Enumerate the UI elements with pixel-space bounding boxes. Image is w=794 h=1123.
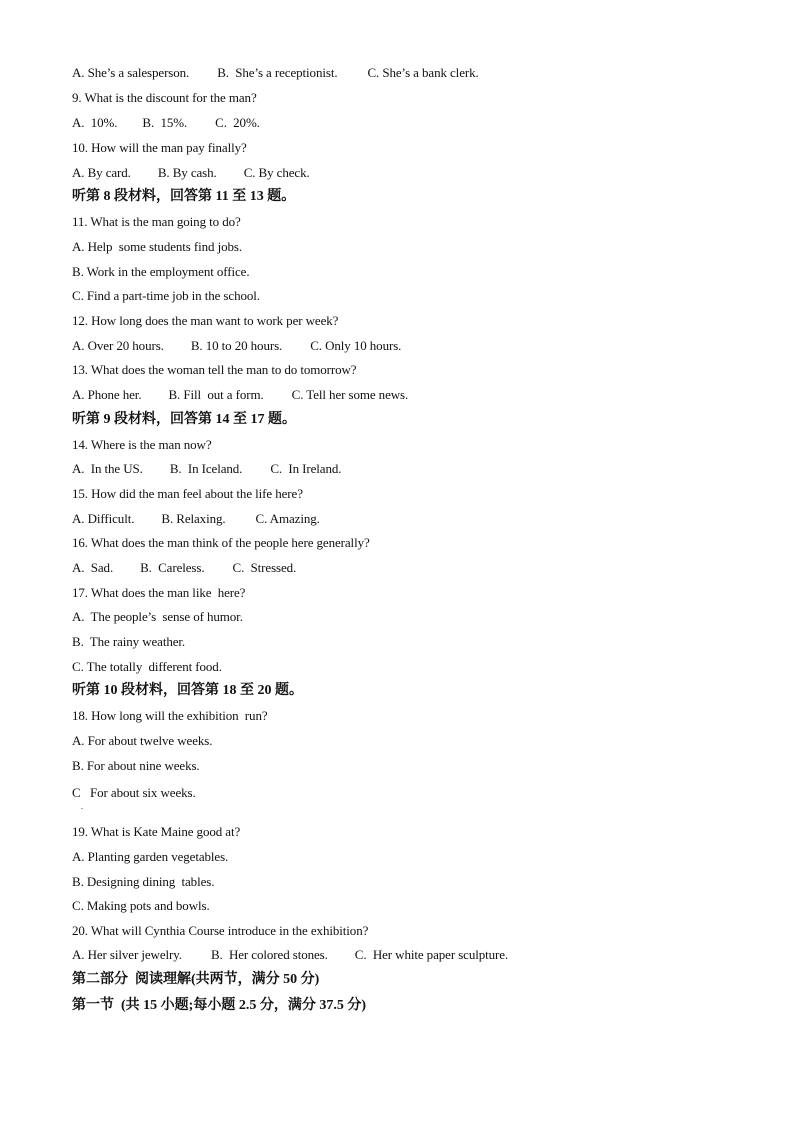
question-text: 20. What will Cynthia Course introduce in the exhibition? (72, 923, 369, 938)
answer-option: C. 20%. (215, 115, 260, 130)
section-heading: 听第 9 段材料，回答第 14 至 17 题。 (72, 412, 296, 427)
answer-option: C. Only 10 hours. (310, 338, 402, 353)
answer-option: C. In Ireland. (270, 461, 342, 476)
answer-option: C. Her white paper sculpture. (354, 947, 509, 962)
question-text: 9. What is the discount for the man? (72, 90, 257, 105)
section-heading: 听第 10 段材料，回答第 18 至 20 题。 (72, 683, 303, 698)
answer-options-row (72, 511, 320, 527)
answer-option: B. She’s a receptionist. (217, 65, 338, 80)
answer-option: C For about six weeks. (72, 785, 196, 800)
answer-option: B. Careless. (140, 560, 205, 575)
question-text: 15. How did the man feel about the life here? (72, 486, 303, 501)
answer-option: C. Amazing. (255, 511, 320, 526)
question-text: 10. How will the man pay finally? (72, 140, 247, 155)
answer-options-row (72, 947, 508, 963)
answer-option: B. The rainy weather. (72, 634, 186, 649)
question-text: 12. How long does the man want to work per week? (72, 313, 339, 328)
answer-option: C. The totally different food. (72, 659, 222, 674)
answer-options-row (72, 65, 479, 81)
answer-option: A. 10%. (72, 115, 118, 130)
question-text: 11. What is the man going to do? (72, 214, 241, 229)
answer-options-row (72, 387, 408, 403)
stray-dot: . (81, 802, 83, 811)
answer-option: B. Fill out a form. (168, 387, 264, 402)
answer-option: C. Find a part-time job in the school. (72, 288, 260, 303)
section-heading: 听第 8 段材料，回答第 11 至 13 题。 (72, 189, 296, 204)
answer-option: C. By check. (243, 165, 310, 180)
section-heading: 第一节 (共 15 小题;每小题 2.5 分，满分 37.5 分) (72, 998, 366, 1013)
answer-option: A. Sad. (72, 560, 114, 575)
answer-option: C. She’s a bank clerk. (367, 65, 479, 80)
question-text: 18. How long will the exhibition run? (72, 708, 268, 723)
answer-option: A. For about twelve weeks. (72, 733, 213, 748)
question-text: 19. What is Kate Maine good at? (72, 824, 241, 839)
answer-option: C. Stressed. (232, 560, 297, 575)
answer-option: A. Over 20 hours. (72, 338, 164, 353)
answer-options-row (72, 338, 401, 354)
question-text: 14. Where is the man now? (72, 437, 212, 452)
answer-option: B. 10 to 20 hours. (190, 338, 283, 353)
answer-option: C. Making pots and bowls. (72, 898, 210, 913)
answer-option: B. By cash. (157, 165, 217, 180)
question-text: 17. What does the man like here? (72, 585, 246, 600)
answer-option: B. Relaxing. (161, 511, 226, 526)
answer-option: A. By card. (72, 165, 131, 180)
answer-option: C. Tell her some news. (291, 387, 409, 402)
answer-option: B. Designing dining tables. (72, 874, 215, 889)
answer-option: A. Planting garden vegetables. (72, 849, 229, 864)
answer-options-row (72, 461, 341, 477)
answer-options-row (72, 165, 310, 181)
answer-option: B. For about nine weeks. (72, 758, 200, 773)
answer-option: A. Phone her. (72, 387, 142, 402)
answer-option: B. Work in the employment office. (72, 264, 250, 279)
answer-option: B. 15%. (142, 115, 188, 130)
answer-option: A. In the US. (72, 461, 143, 476)
answer-options-row (72, 560, 296, 576)
answer-option: A. She’s a salesperson. (72, 65, 190, 80)
question-text: 13. What does the woman tell the man to do tomorrow? (72, 362, 357, 377)
question-text: 16. What does the man think of the people here generally? (72, 535, 370, 550)
answer-option: A. Her silver jewelry. (72, 947, 182, 962)
answer-option: A. Help some students find jobs. (72, 239, 243, 254)
answer-option: B. In Iceland. (169, 461, 243, 476)
answer-option: A. Difficult. (72, 511, 135, 526)
answer-options-row (72, 115, 260, 131)
answer-option: A. The people’s sense of humor. (72, 609, 243, 624)
answer-option: B. Her colored stones. (210, 947, 328, 962)
section-heading: 第二部分 阅读理解(共两节，满分 50 分) (72, 972, 320, 987)
